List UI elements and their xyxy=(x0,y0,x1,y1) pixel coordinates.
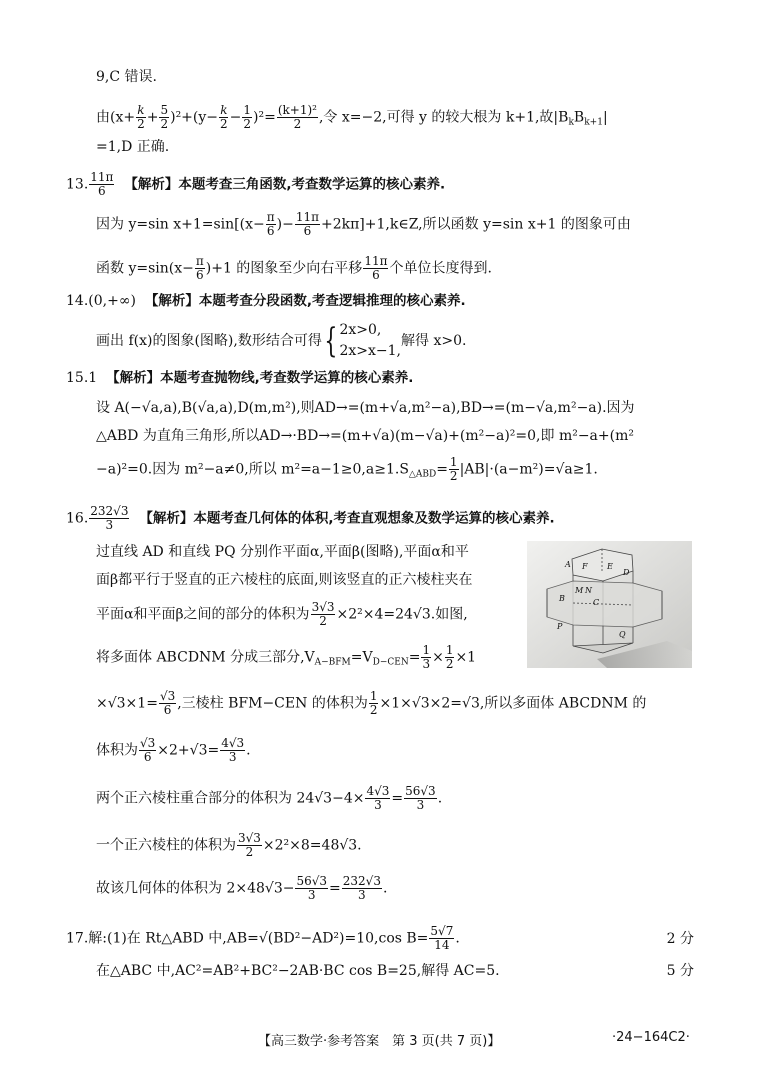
p13-line2: 函数 y=sin(x− $\frac{\pi}{6}$ )+1 的图象至少向右平移 $\frac{11\pi}{6}$ 个单位长度得到. xyxy=(96,254,492,282)
p16-line2: 面β都平行于竖直的正六棱柱的底面,则该竖直的正六棱柱夹在 xyxy=(96,572,473,588)
brace-icon: { xyxy=(324,321,338,361)
p16-line7: 两个正六棱柱重合部分的体积为 24√3−4× $\frac{4√3}{3}$ = $\frac{56√3}{3}$ . xyxy=(96,784,443,812)
label-p: P xyxy=(557,622,563,631)
footer-code: ·24−164C2· xyxy=(612,1030,690,1045)
p9-line2: 由(x+ $\frac{k}{2}$ + $\frac{5}{2}$ )²+(y− $\frac{k}{2}$ − $\frac{1}{2}$ )²= $\frac{\text{(k+1)²}}{2}$ ,令 x=−2,可得 y 的较大根为 k+1,故$|B_kB_{k+1}|$ xyxy=(96,103,608,131)
p17-line2: 在△ABC 中,AC²=AB²+BC²−2AB·BC cos B=25,解得 AC=5. xyxy=(96,963,500,979)
p16-header: 16. $\frac{232√3}{3}$ 【解析】本题考查几何体的体积,考查直观想象及数学运算的核心素养. xyxy=(66,504,555,532)
p17-line1: 17.解:(1)在 Rt△ABD 中,AB=√(BD²−AD²)=10,cos B= $\frac{5√7}{14}$ . xyxy=(66,924,460,952)
p14-header: 14.(0,+∞) 【解析】本题考查分段函数,考查逻辑推理的核心素养. xyxy=(66,293,466,309)
p13-line1: 因为 y=sin x+1=sin[(x− $\frac{\pi}{6}$ )− $\frac{11\pi}{6}$ +2kπ]+1,k∈Z,所以函数 y=sin x+1 的图象可由 xyxy=(96,210,631,238)
p16-line1: 过直线 AD 和直线 PQ 分别作平面α,平面β(图略),平面α和平 xyxy=(96,544,469,560)
p9-line3: =1,D 正确. xyxy=(96,139,170,155)
label-a: A xyxy=(565,560,571,569)
p15-line2: △ABD 为直角三角形,所以AD→·BD→=(m+√a)(m−√a)+(m²−a)²=0,即 m²−a+(m² xyxy=(96,428,634,444)
p15-line3: −a)²=0.因为 m²−a≠0,所以 $m^2=a-1\ge 0,a\ge 1.S_{\triangle ABD}=$ $\frac{1}{2}$ |AB|·(a−m²)=√a≥1. xyxy=(96,455,598,483)
p9-line1: 9,C 错误. xyxy=(96,69,157,85)
p17-score1: 2 分 xyxy=(666,931,694,947)
p15-header: 15.1 【解析】本题考查抛物线,考查数学运算的核心素养. xyxy=(66,370,414,386)
label-d: D xyxy=(623,568,630,577)
p16-line4: 将多面体 ABCDNM 分成三部分$,V_{A-BFM}=V_{D-CEN}=$ $\frac{1}{3}$ × $\frac{1}{2}$ ×1 xyxy=(96,643,477,671)
p17-score2: 5 分 xyxy=(666,963,694,979)
label-n: N xyxy=(585,586,592,595)
p16-line6: 体积为 $\frac{√3}{6}$ ×2+√3= $\frac{4√3}{3}$ . xyxy=(96,736,251,764)
p15-line1: 设 A(−√a,a),B(√a,a),D(m,m²),则AD→=(m+√a,m²−a),BD→=(m−√a,m²−a).因为 xyxy=(96,400,635,416)
polyhedron-figure xyxy=(527,541,692,668)
p16-line5: ×√3×1= $\frac{√3}{6}$ ,三棱柱 BFM−CEN 的体积为 $\frac{1}{2}$ ×1×√3×2=√3,所以多面体 ABCDNM 的 xyxy=(96,689,647,717)
label-e: E xyxy=(607,562,613,571)
label-f: F xyxy=(582,562,588,571)
footer-page-info: 【高三数学·参考答案 第 3 页(共 7 页)】 xyxy=(258,1034,501,1049)
hexagonal-prism-drawing xyxy=(527,541,692,668)
p16-line3: 平面α和平面β之间的部分的体积为 $\frac{3√3}{2}$ ×2²×4=24√3.如图, xyxy=(96,600,468,628)
p16-line8: 一个正六棱柱的体积为 $\frac{3√3}{2}$ ×2²×8=48√3. xyxy=(96,831,362,859)
p16-line9: 故该几何体的体积为 2×48√3− $\frac{56√3}{3}$ = $\frac{232√3}{3}$ . xyxy=(96,874,388,902)
label-c: C xyxy=(593,598,600,607)
p14-line1: 画出 f(x)的图象(图略),数形结合可得{ 2x>0, 2x>x−1, 解得 x>0. xyxy=(96,321,467,361)
label-b: B xyxy=(559,594,565,603)
label-m: M xyxy=(575,586,584,595)
p13-header: 13. $\frac{11\pi}{6}$ 【解析】本题考查三角函数,考查数学运算的核心素养. xyxy=(66,170,446,198)
label-q: Q xyxy=(619,630,626,639)
